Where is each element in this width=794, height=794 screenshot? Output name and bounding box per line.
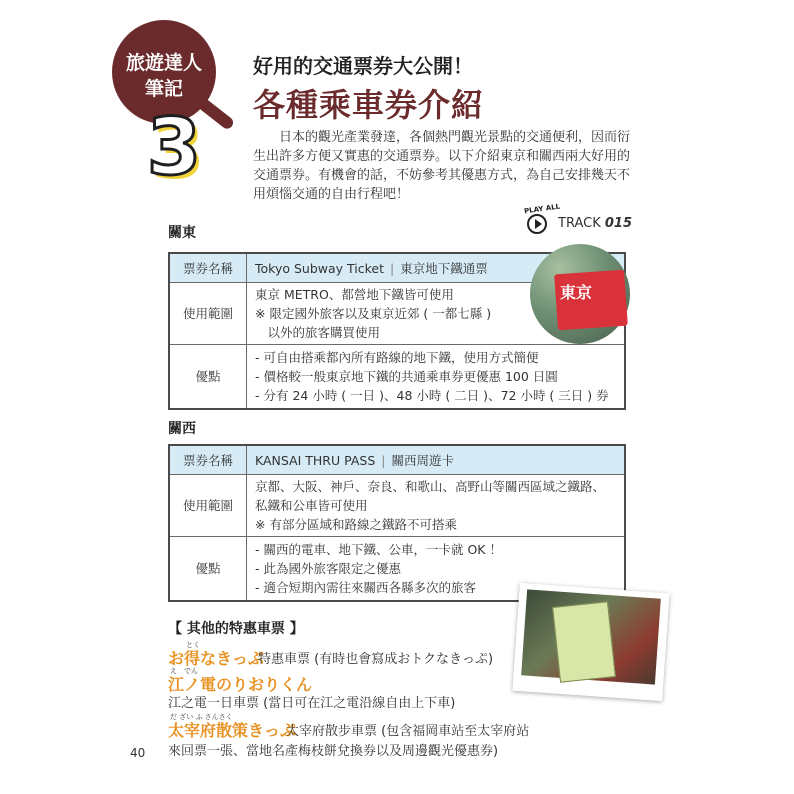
badge-title-line2: 筆記 bbox=[144, 78, 183, 100]
table-row bbox=[169, 345, 625, 409]
merit-line: - 分有 24 小時 ( 一日 )、48 小時 ( 二日 )、72 小時 ( 三日 ) 券 bbox=[255, 387, 609, 403]
scope-key: 使用範圍 bbox=[169, 283, 247, 345]
ticket-name-en: KANSAI THRU PASS bbox=[255, 452, 376, 468]
scope-line: ※ 限定國外旅客以及東京近郊 ( 一都七縣 ) bbox=[255, 306, 492, 321]
ticket-name-zh: 關西周遊卡 bbox=[391, 452, 454, 468]
ruby-text: え でん bbox=[170, 667, 198, 675]
ticket-description: 太宰府散步車票 (包含福岡車站至太宰府站 bbox=[286, 724, 530, 739]
merit-key: 優點 bbox=[169, 537, 247, 601]
badge-number: 3 bbox=[146, 103, 202, 193]
separator: | bbox=[381, 452, 386, 468]
ticket-name-zh: 東京地下鐵通票 bbox=[400, 260, 488, 276]
ticket-name-key: 票券名稱 bbox=[169, 445, 247, 475]
merit-line: - 可自由搭乘都內所有路線的地下鐵，使用方式簡便 bbox=[255, 349, 539, 365]
ticket-name-key: 票券名稱 bbox=[169, 253, 247, 283]
ticket-name-value bbox=[247, 445, 626, 475]
intro-paragraph: 日本的觀光產業發達，各個熱門觀光景點的交通便利，因而衍生出許多方便又實惠的交通票券。以下介紹東京和關西兩大好用的交通票券。有機會的話，不妨參考其優惠方式，為自己安排幾天不用煩惱交通的自由行程吧！ bbox=[253, 130, 631, 202]
other-tickets-heading: 【 其他的特惠車票 】 bbox=[168, 621, 304, 637]
ticket-description: 特惠車票 (有時也會寫成おトクなきっぷ) bbox=[258, 652, 494, 667]
ticket-ja-name: 江ノ電のりおりくん bbox=[168, 675, 313, 694]
section-kanto: 關東 bbox=[168, 225, 196, 241]
merit-key: 優點 bbox=[169, 345, 247, 409]
play-icon[interactable] bbox=[535, 219, 542, 229]
track-number: 015 bbox=[604, 216, 632, 231]
merit-value bbox=[247, 345, 626, 409]
track-label bbox=[558, 216, 632, 231]
merit-line: - 關西的電車、地下鐵、公車，一卡就 OK ！ bbox=[255, 541, 502, 557]
scope-line: ※ 有部分區域和路線之鐵路不可搭乘 bbox=[255, 517, 457, 532]
kansai-table bbox=[168, 444, 626, 602]
ruby-text: とく bbox=[186, 641, 200, 649]
table-row bbox=[169, 475, 625, 537]
ticket-name-en: Tokyo Subway Ticket bbox=[255, 260, 384, 276]
tokyo-ticket-card-text: 東京 bbox=[560, 283, 593, 302]
page-kicker: 好用的交通票券大公開！ bbox=[253, 54, 473, 78]
scope-line: 以外的旅客購買使用 bbox=[255, 325, 381, 340]
scope-line: 私鐵和公車皆可使用 bbox=[255, 498, 368, 513]
scope-line: 京都、大阪、神戶、奈良、和歌山、高野山等關西區域之鐵路、 bbox=[255, 479, 606, 494]
scope-key: 使用範圍 bbox=[169, 475, 247, 537]
ticket-description: 江之電一日車票 (當日可在江之電沿線自由上下車) bbox=[168, 696, 456, 711]
track-text: TRACK bbox=[558, 216, 601, 231]
enoden-ticket bbox=[552, 601, 616, 682]
scope-value bbox=[247, 475, 626, 537]
ticket-ja-name: 太宰府散策きっぷ bbox=[168, 721, 297, 740]
play-all-label: PLAY ALL bbox=[523, 202, 561, 216]
separator: | bbox=[390, 260, 395, 276]
scope-line: 東京 METRO、都營地下鐵皆可使用 bbox=[255, 287, 454, 302]
merit-line: - 適合短期內需往來關西各縣多次的旅客 bbox=[255, 579, 476, 595]
page-number: 40 bbox=[130, 746, 146, 760]
ticket-ja-name: お得なきっぷ bbox=[168, 649, 265, 668]
ticket-description-continued: 來回票一張、當地名產梅枝餅兌換券以及周邊觀光優惠券) bbox=[168, 744, 499, 759]
section-kansai: 關西 bbox=[168, 421, 196, 437]
merit-line: - 價格較一般東京地下鐵的共通乘車券更優惠 100 日圓 bbox=[255, 368, 558, 384]
table-row bbox=[169, 445, 625, 475]
merit-line: - 此為國外旅客限定之優惠 bbox=[255, 560, 401, 576]
ruby-text: だ ざい ふ さんさく bbox=[170, 713, 233, 721]
badge-title-line1: 旅遊達人 bbox=[125, 52, 202, 74]
page-title: 各種乘車券介紹 bbox=[253, 86, 485, 124]
